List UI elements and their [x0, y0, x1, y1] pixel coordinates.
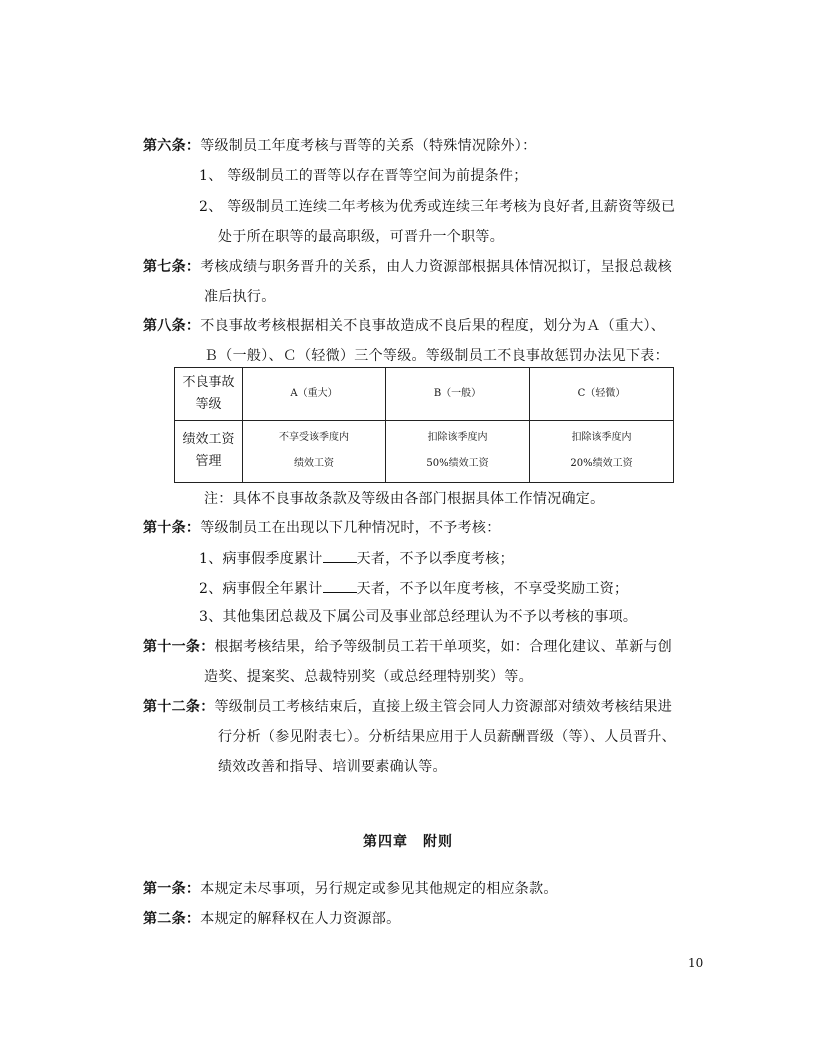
table-label-text: 绩效工资 [182, 432, 235, 448]
grade-a-penalty-cell [243, 420, 386, 482]
article-12-line-3: 绩效改善和指导、培训要素确认等。 [218, 759, 447, 775]
item-text: 天者，不予以季度考核； [356, 551, 514, 567]
item-text: 1、病事假季度累计 [199, 551, 323, 567]
article-6-heading-line [143, 136, 536, 156]
item-text: 天者，不予以年度考核，不享受奖励工资； [356, 581, 629, 597]
item-text: 2、病事假全年累计 [199, 581, 323, 597]
table-label-text: 管理 [195, 454, 222, 470]
article-8-line-1 [143, 316, 665, 336]
article-10-item-1 [199, 548, 514, 569]
cell-text: 20%绩效工资 [570, 458, 633, 470]
article-7-text-1: 考核成绩与职务晋升的关系，由人力资源部根据具体情况拟订，呈报总裁核 [200, 259, 673, 275]
table-note: 注：具体不良事故条款及等级由各部门根据具体工作情况确定。 [204, 491, 605, 507]
appendix-article-1-label: 第一条： [143, 881, 201, 897]
article-11-text-1: 根据考核结果，给予等级制员工若干单项奖，如：合理化建议、革新与创 [214, 639, 673, 655]
article-6-item-1: 1、 等级制员工的晋等以存在晋等空间为前提条件； [199, 168, 528, 184]
appendix-article-1-text: 本规定未尽事项，另行规定或参见其他规定的相应条款。 [200, 881, 558, 897]
article-10-line [143, 518, 501, 538]
grade-c-cell: C（轻微） [530, 368, 674, 421]
fill-in-blank [323, 578, 357, 593]
article-11-line-2: 造奖、提案奖、总裁特别奖（或总经理特别奖）等。 [204, 669, 533, 685]
cell-text: 不享受该季度内 [279, 432, 349, 444]
article-10-item-3: 3、其他集团总裁及下属公司及事业部总经理认为不予以考核的事项。 [199, 609, 638, 625]
article-6-item-2-line-2: 处于所在职等的最高职级，可晋升一个职等。 [218, 229, 504, 245]
table-row [175, 368, 674, 421]
article-10-item-2 [199, 578, 628, 599]
article-10-label: 第十条： [143, 520, 201, 536]
article-12-text-1: 等级制员工考核结束后，直接上级主管会同人力资源部对绩效考核结果进 [214, 699, 673, 715]
page-number: 10 [688, 956, 704, 970]
fill-in-blank [323, 548, 357, 563]
article-12-line-1 [143, 697, 672, 717]
article-7-label: 第七条： [143, 259, 201, 275]
article-8-label: 第八条： [143, 318, 201, 334]
grade-b-penalty-cell [386, 420, 530, 482]
article-8-text-1: 不良事故考核根据相关不良事故造成不良后果的程度，划分为Ａ（重大）、 [200, 318, 666, 334]
grade-b-cell: B（一般） [386, 368, 530, 421]
article-12-line-2: 行分析（参见附表七）。分析结果应用于人员薪酬晋级（等）、人员晋升、 [218, 729, 676, 745]
appendix-article-2-label: 第二条： [143, 911, 201, 927]
grade-a-cell: A（重大） [243, 368, 386, 421]
chapter-title: 第四章 附则 [363, 834, 453, 850]
appendix-article-1 [143, 879, 558, 899]
table-label-text: 不良事故 [182, 374, 235, 390]
appendix-article-2 [143, 909, 400, 929]
appendix-article-2-text: 本规定的解释权在人力资源部。 [200, 911, 401, 927]
article-6-text: 等级制员工年度考核与晋等的关系（特殊情况除外）： [200, 138, 537, 154]
article-8-line-2: Ｂ（一般）、Ｃ（轻微）三个等级。等级制员工不良事故惩罚办法见下表： [204, 348, 669, 364]
cell-text: 扣除该季度内 [427, 432, 488, 444]
table-label-text: 等级 [195, 396, 222, 412]
article-10-text: 等级制员工在出现以下几种情况时，不予考核： [200, 520, 501, 536]
article-11-label: 第十一条： [143, 639, 215, 655]
cell-text: 扣除该季度内 [571, 432, 632, 444]
grade-c-penalty-cell [530, 420, 674, 482]
cell-text: 绩效工资 [294, 458, 334, 470]
table-row-label-performance-pay [175, 420, 243, 482]
table-row [175, 420, 674, 482]
penalty-table [174, 367, 674, 483]
article-6-label: 第六条： [143, 138, 201, 154]
article-7-line-2: 准后执行。 [204, 289, 276, 305]
article-12-label: 第十二条： [143, 699, 215, 715]
article-7-line-1 [143, 257, 672, 277]
cell-text: 50%绩效工资 [426, 458, 489, 470]
article-11-line-1 [143, 637, 672, 657]
table-row-label-grade [175, 368, 243, 421]
article-6-item-2-line-1: 2、 等级制员工连续二年考核为优秀或连续三年考核为良好者,且薪资等级已 [199, 199, 676, 215]
